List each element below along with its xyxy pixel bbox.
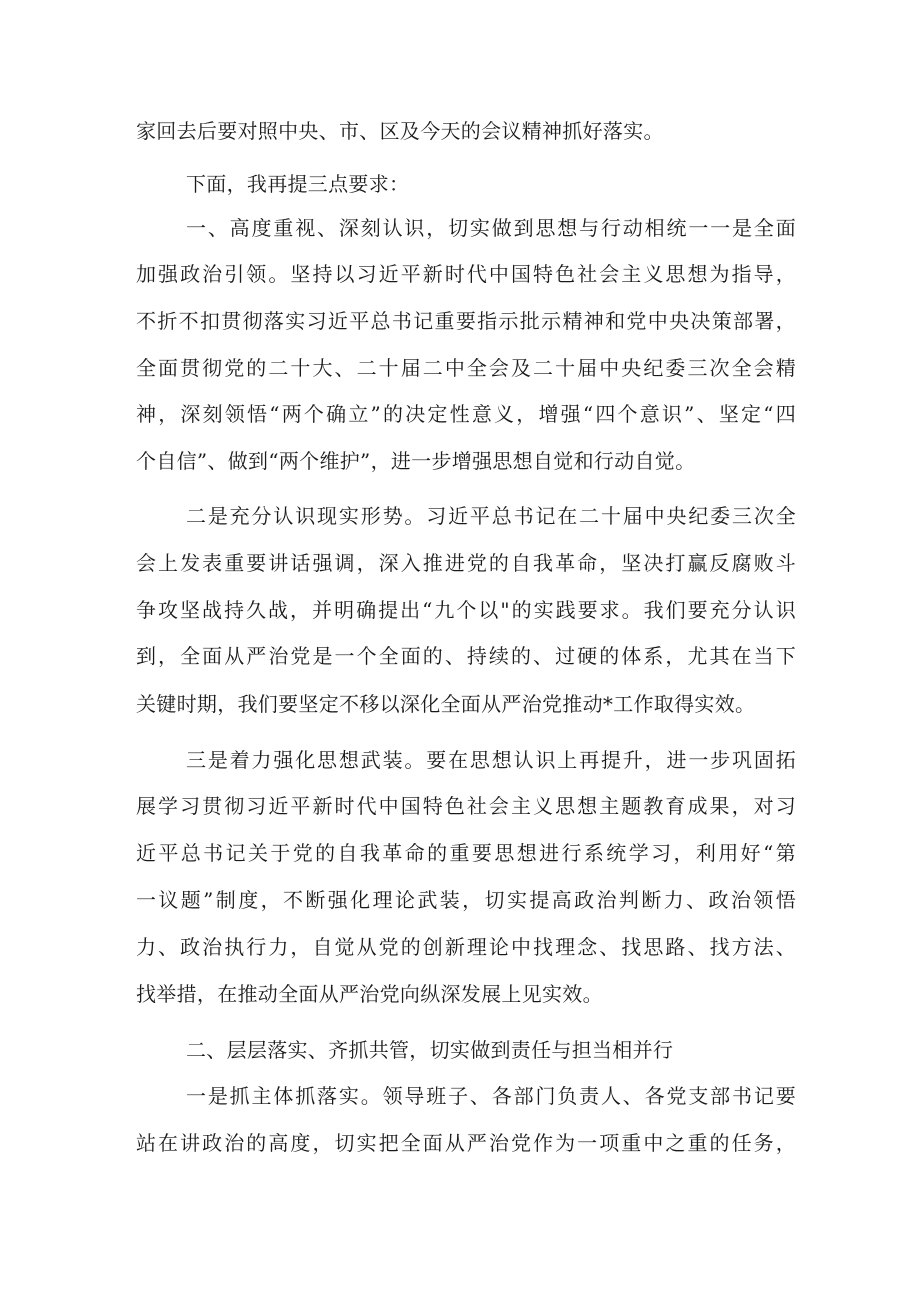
paragraph-line: 家回去后要对照中央、市、区及今天的会议精神抓好落实。 xyxy=(136,119,664,143)
paragraph-line: 不折不扣贯彻落实习近平总书记重要指示批示精神和党中央决策部署， xyxy=(136,309,796,333)
paragraph-line: 三是着力强化思想武装。要在思想认识上再提升，进一步巩固拓 xyxy=(186,748,796,772)
paragraph-line: 到，全面从严治党是一个全面的、持续的、过硬的体系，尤其在当下 xyxy=(136,644,796,668)
paragraph-line: 找举措，在推动全面从严治党向纵深发展上见实效。 xyxy=(136,982,603,1006)
paragraph-line: 全面贯彻党的二十大、二十届二中全会及二十届中央纪委三次全会精 xyxy=(136,356,796,380)
paragraph-line: 展学习贯彻习近平新时代中国特色社会主义思想主题教育成果，对习 xyxy=(136,794,796,818)
paragraph-line: 下面，我再提三点要求： xyxy=(186,172,410,196)
paragraph-line: 一是抓主体抓落实。领导班子、各部门负责人、各党支部书记要 xyxy=(186,1084,796,1108)
paragraph-line: 个自信”、做到“两个维护”，进一步增强思想自觉和行动自觉。 xyxy=(136,449,696,473)
paragraph-line: 争攻坚战持久战，并明确提出“九个以"的实践要求。我们要充分认识 xyxy=(136,598,796,622)
paragraph-line: 会上发表重要讲话强调，深入推进党的自我革命，坚决打赢反腐败斗 xyxy=(136,551,796,575)
section-heading: 二、层层落实、齐抓共管，切实做到责任与担当相并行 xyxy=(186,1038,674,1062)
paragraph-line: 加强政治引领。坚持以习近平新时代中国特色社会主义思想为指导， xyxy=(136,262,796,286)
paragraph-line: 站在讲政治的高度，切实把全面从严治党作为一项重中之重的任务， xyxy=(136,1131,796,1155)
paragraph-line: 近平总书记关于党的自我革命的重要思想进行系统学习，利用好“第 xyxy=(136,841,796,865)
paragraph-line: 神，深刻领悟“两个确立”的决定性意义，增强“四个意识”、坚定“四 xyxy=(136,402,796,426)
paragraph-line: 关键时期，我们要坚定不移以深化全面从严治党推动*工作取得实效。 xyxy=(136,692,756,716)
paragraph-line: 一、高度重视、深刻认识，切实做到思想与行动相统一一是全面 xyxy=(186,216,796,240)
paragraph-line: 二是充分认识现实形势。习近平总书记在二十届中央纪委三次全 xyxy=(186,504,796,528)
paragraph-line: 力、政治执行力，自觉从党的创新理论中找理念、找思路、找方法、 xyxy=(136,935,796,959)
paragraph-line: 一议题”制度，不断强化理论武装，切实提高政治判断力、政治领悟 xyxy=(136,888,796,912)
